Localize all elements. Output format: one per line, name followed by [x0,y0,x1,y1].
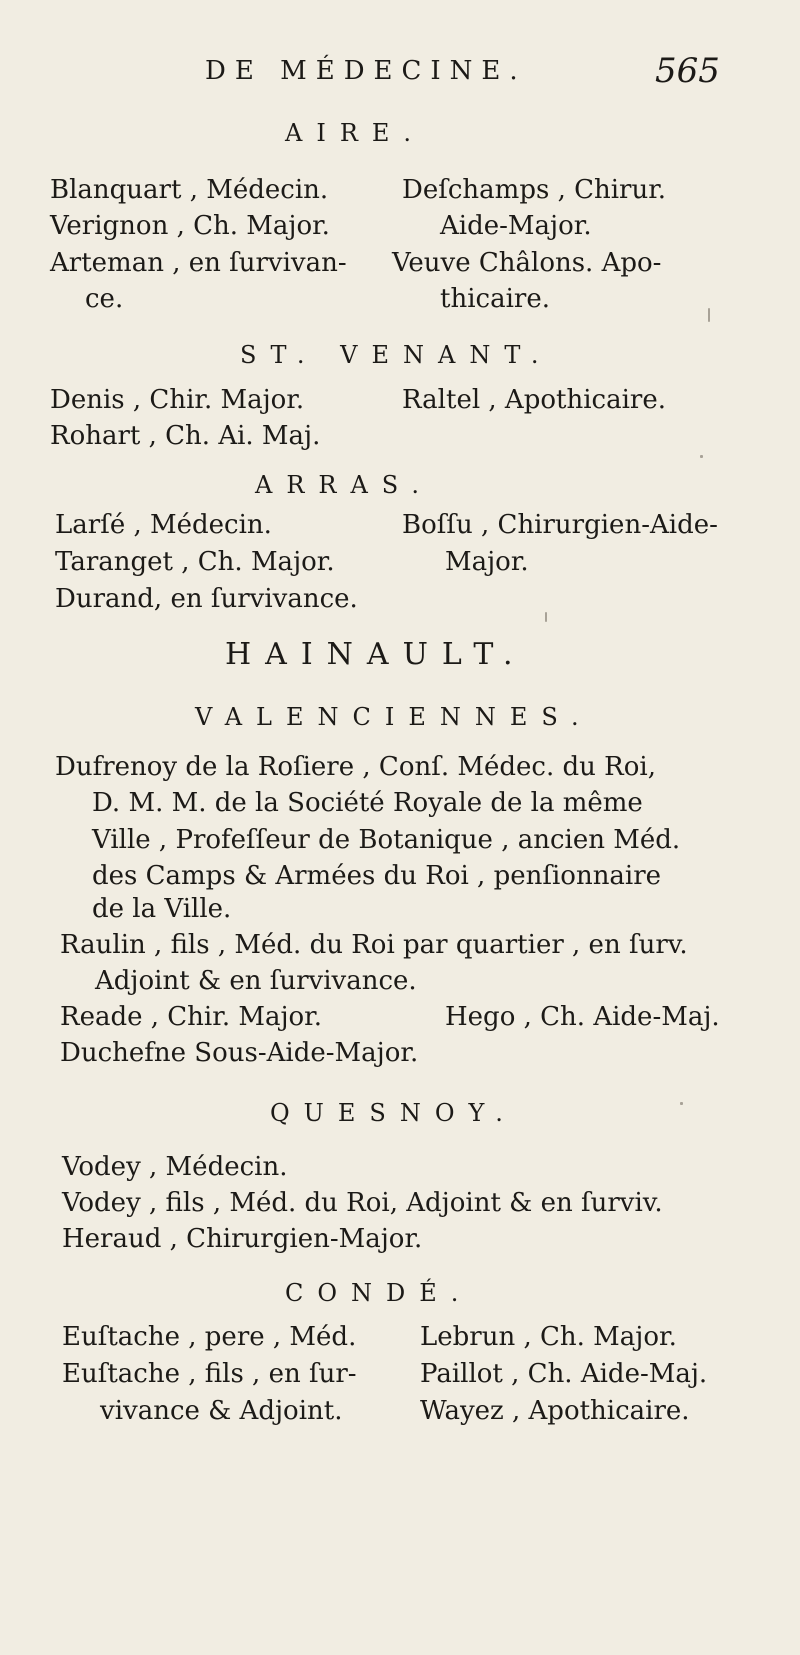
section-title-aire: AIRE. [285,119,426,147]
entry-raltel: Raltel , Apothicaire. [402,385,666,415]
entry-paillot: Paillot , Ch. Aide-Maj. [420,1359,708,1389]
section-title-quesnoy: QUESNOY. [270,1099,517,1127]
entry-hego: Hego , Ch. Aide-Maj. [445,1002,720,1032]
entry-eustache-fils: Euſtache , fils , en ſur- [62,1359,357,1389]
entry-eustache-fils-cont: vivance & Adjoint. [100,1396,343,1426]
entry-dufrenoy-cont-1: D. M. M. de la Société Royale de la même [92,788,643,818]
entry-vodey-fils: Vodey , fils , Méd. du Roi, Adjoint & en ſurviv. [62,1188,663,1218]
region-title-hainault: HAINAULT. [225,637,527,672]
entry-arteman: Arteman , en ſurvivan- [50,248,347,278]
entry-bossu: Boſſu , Chirurgien-Aide- [402,510,718,540]
entry-duchefne: Duchefne Sous-Aide-Major. [60,1038,419,1068]
entry-veuve-chalons-cont: thicaire. [440,284,550,314]
entry-bossu-cont: Major. [445,547,529,577]
section-title-conde: CONDÉ. [285,1279,473,1307]
entry-vodey: Vodey , Médecin. [62,1152,288,1182]
entry-raulin: Raulin , fils , Méd. du Roi par quartier , en ſurv. [60,930,688,960]
entry-deschamps: Deſchamps , Chirur. [402,175,667,205]
section-title-arras: ARRAS. [255,471,434,499]
entry-denis: Denis , Chir. Major. [50,385,305,415]
entry-verignon: Verignon , Ch. Major. [50,211,330,241]
page-number: 565 [655,51,720,91]
entry-heraud: Heraud , Chirurgien-Major. [62,1224,423,1254]
ink-speck [700,455,703,458]
entry-taranget: Taranget , Ch. Major. [55,547,335,577]
ink-speck [680,1102,683,1105]
entry-dufrenoy-cont-4: de la Ville. [92,894,232,924]
entry-lebrun: Lebrun , Ch. Major. [420,1322,677,1352]
ink-speck [545,612,547,622]
section-title-valenciennes: VALENCIENNES. [195,703,593,731]
entry-rohart: Rohart , Ch. Ai. Maj. [50,421,321,451]
entry-veuve-chalons: Veuve Châlons. Apo- [392,248,662,278]
entry-dufrenoy: Dufrenoy de la Roſiere , Conſ. Médec. du Roi, [55,752,656,782]
entry-deschamps-cont: Aide-Major. [440,211,592,241]
entry-reade: Reade , Chir. Major. [60,1002,323,1032]
entry-blanquart: Blanquart , Médecin. [50,175,329,205]
entry-raulin-cont: Adjoint & en ſurvivance. [95,966,417,996]
entry-dufrenoy-cont-3: des Camps & Armées du Roi , penſionnaire [92,861,662,891]
entry-durand: Durand, en ſurvivance. [55,584,358,614]
entry-arteman-cont: ce. [85,284,124,314]
section-title-st-venant: ST. VENANT. [240,341,553,369]
entry-wayez: Wayez , Apothicaire. [420,1396,690,1426]
entry-dufrenoy-cont-2: Ville , Profeſſeur de Botanique , ancien Méd. [92,825,681,855]
entry-larse: Larſé , Médecin. [55,510,272,540]
entry-eustache-pere: Euſtache , pere , Méd. [62,1322,357,1352]
running-title: DE MÉDECINE. [205,56,527,86]
ink-speck [708,308,710,322]
